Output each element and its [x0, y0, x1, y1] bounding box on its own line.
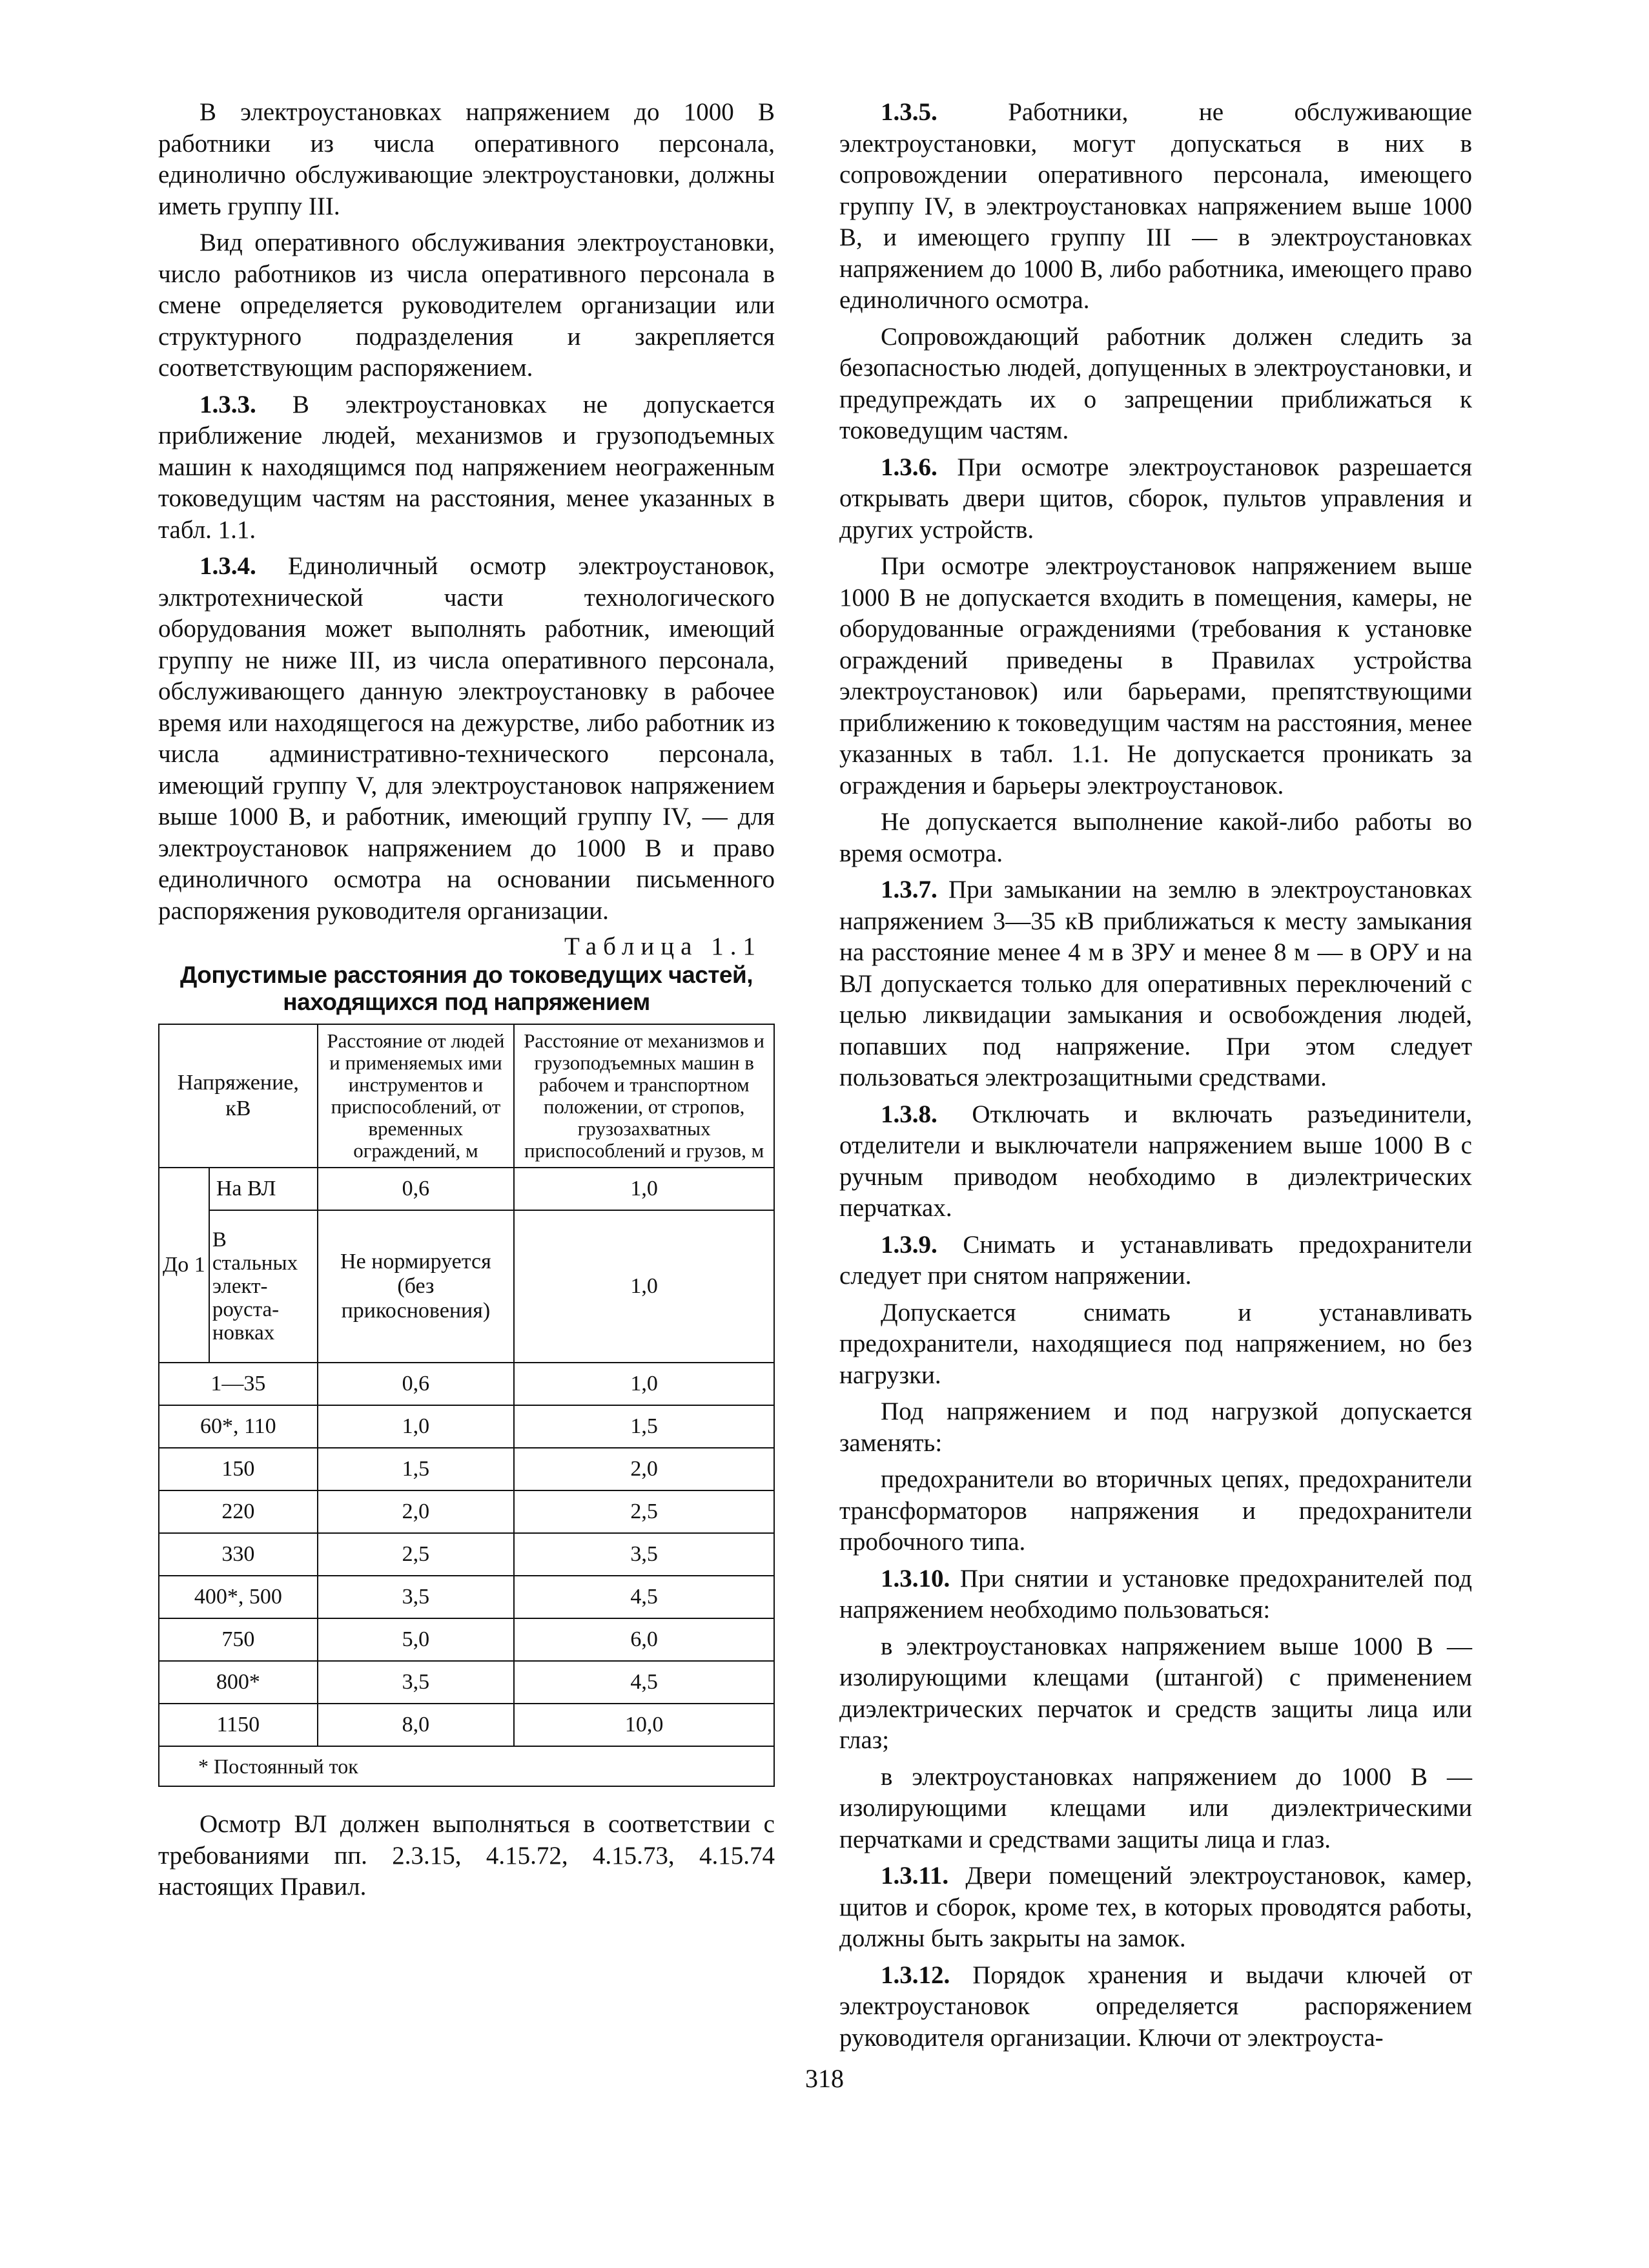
table-note-row: [159, 1746, 774, 1786]
clause-text: При замыкании на землю в электроустановках напряжением 3—35 кВ приближаться к месту замыкания на расстояние менее 4 м в ЗРУ и менее 8 м — в ОРУ и на ВЛ допускается только для оперативных переключений с целью ликвидации замыкания и освобождения людей, попавших под напряжение. При этом следует пользоваться электрозащитными средствами.: [839, 876, 1472, 1091]
clause-number: 1.3.4.: [200, 552, 256, 580]
table-cell: 10,0: [514, 1704, 774, 1746]
table-cell: 330: [159, 1533, 318, 1576]
clause-number: 1.3.6.: [881, 453, 937, 481]
header-voltage: Напряжение, кВ: [159, 1024, 318, 1168]
paragraph: в электроустановках напряжением выше 1000 В — изолирующими клещами (штангой) с применением диэлектрических перчаток и средств защиты лица или глаз;: [839, 1632, 1472, 1754]
table-cell: 3,5: [514, 1533, 774, 1576]
clause-text: Единоличный осмотр электроустановок, элктротехнической части технологического оборудования может выполнять работник, имеющий группу не ниже III, из числа оперативного персонала, обслуживающего данную электроустановку в рабочее время или находящегося на дежурстве, либо работник из числа административно-технического персонала, имеющий группу V, для электроустановок напряжением выше 1000 В, и работник, имеющий группу IV, — для электроустановок напряжением до 1000 В и право единоличного осмотра на основании письменного распоряжения руководителя организации.: [158, 552, 775, 925]
paragraph-1-3-3: [158, 389, 775, 546]
page-number: 318: [805, 2064, 844, 2093]
table-row: [159, 1448, 774, 1490]
clause-number: 1.3.8.: [881, 1100, 937, 1128]
clause-number: 1.3.10.: [881, 1564, 950, 1593]
table-row: [159, 1490, 774, 1533]
left-column: [158, 97, 775, 1908]
clause-number: 1.3.7.: [881, 876, 937, 903]
paragraph: Осмотр ВЛ должен выполняться в соответствии с требованиями пп. 2.3.15, 4.15.72, 4.15.73, 4.15.74 настоящих Правил.: [158, 1810, 775, 1901]
table-cell: 1,0: [514, 1363, 774, 1405]
paragraph: Вид оперативного обслуживания электроустановки, число работников из числа оперативного персонала в смене определяется руководителем организации или структурного подразделения и закрепляется соответствующим распоряжением.: [158, 229, 775, 382]
table-row: [159, 1576, 774, 1618]
table-cell: 1—35: [159, 1363, 318, 1405]
table-cell: 2,5: [514, 1490, 774, 1533]
table-cell: 5,0: [318, 1618, 515, 1661]
table-header-row: [159, 1024, 774, 1168]
clause-text: Отключать и включать разъединители, отделители и выключатели напряжением выше 1000 В с ручным приводом необходимо в диэлектрических перчатках.: [839, 1100, 1472, 1222]
table-row: [159, 1618, 774, 1661]
table-row: [159, 1533, 774, 1576]
table-cell: 4,5: [514, 1661, 774, 1704]
distance-table: [158, 1024, 775, 1787]
table-cell: 2,0: [514, 1448, 774, 1490]
table-cell: 1,5: [514, 1405, 774, 1448]
clause-text: Порядок хранения и выдачи ключей от электроустановок определяется распоряжением руководителя организации. Ключи от электроуста-: [839, 1961, 1472, 2052]
paragraph-1-3-10: [839, 1563, 1472, 1626]
table-cell: Не нормируется (без прикосновения): [318, 1210, 515, 1363]
table-cell: 1,5: [318, 1448, 515, 1490]
clause-number: 1.3.9.: [881, 1230, 937, 1259]
paragraph-1-3-12: [839, 1960, 1472, 2054]
table-row: [159, 1210, 774, 1363]
paragraph-1-3-7: [839, 874, 1472, 1094]
clause-text: Снимать и устанавливать предохранители следует при снятом напряжении.: [839, 1230, 1472, 1290]
header-machines-distance: Расстояние от механизмов и грузоподъемных машин в рабочем и транспортном положении, от стропов, грузозахватных приспособлений и грузов, м: [514, 1024, 774, 1168]
upto1-label: До 1: [159, 1168, 209, 1363]
table-cell: 3,5: [318, 1576, 515, 1618]
table-row: [159, 1661, 774, 1704]
table-cell: 60*, 110: [159, 1405, 318, 1448]
table-cell: 3,5: [318, 1661, 515, 1704]
table-cell: На ВЛ: [209, 1168, 318, 1210]
table-cell: 2,5: [318, 1533, 515, 1576]
table-cell: 0,6: [318, 1363, 515, 1405]
clause-number: 1.3.11.: [881, 1862, 949, 1890]
table-cell: 750: [159, 1618, 318, 1661]
table-row: [159, 1704, 774, 1746]
table-cell: 1,0: [318, 1405, 515, 1448]
paragraph: Допускается снимать и устанавливать предохранители, находящиеся под напряжением, но без нагрузки.: [839, 1298, 1472, 1389]
paragraph-1-3-9: [839, 1230, 1472, 1292]
table-cell: 220: [159, 1490, 318, 1533]
table-cell: 1150: [159, 1704, 318, 1746]
paragraph: Под напряжением и под нагрузкой допускается заменять:: [839, 1397, 1472, 1457]
clause-text: Работники, не обслуживающие электроустановки, могут допускаться в них в сопровождении оперативного персонала, имеющего группу IV, в электроустановках напряжением выше 1000 В, и имеющего группу III — в электроустановках напряжением до 1000 В, либо работника, имеющего право единоличного осмотра.: [839, 98, 1472, 314]
table-cell: 400*, 500: [159, 1576, 318, 1618]
clause-number: 1.3.12.: [881, 1961, 950, 1989]
clause-text: В электроустановках не допускается приближение людей, механизмов и грузоподъемных машин к находящимся под напряжением неограженным токоведущим частям на расстояния, менее указанных в табл. 1.1.: [158, 390, 775, 544]
paragraph-1-3-4: [158, 551, 775, 927]
table-label: Таблица 1.1: [564, 933, 762, 960]
clause-text: При осмотре электроустановок разрешается открывать двери щитов, сборок, пультов управления и других устройств.: [839, 453, 1472, 544]
paragraph: Сопровождающий работник должен следить за безопасностью людей, допущенных в электроустановки, и предупреждать их о запрещении приближаться к токоведущим частям.: [839, 322, 1472, 444]
header-people-distance: Расстояние от людей и применяемых ими инструментов и приспособлений, от временных ограждений, м: [318, 1024, 515, 1168]
table-row: [159, 1405, 774, 1448]
table-cell: 1,0: [514, 1168, 774, 1210]
clause-number: 1.3.5.: [881, 98, 937, 126]
clause-number: 1.3.3.: [200, 390, 256, 418]
table-cell: 4,5: [514, 1576, 774, 1618]
table-cell: В стальных элект-роуста-новках: [209, 1210, 318, 1363]
clause-text: При снятии и установке предохранителей под напряжением необходимо пользоваться:: [839, 1564, 1472, 1624]
paragraph: предохранители во вторичных цепях, предохранители трансформаторов напряжения и предохранители пробочного типа.: [839, 1465, 1472, 1556]
table-cell: 6,0: [514, 1618, 774, 1661]
paragraph-1-3-11: [839, 1861, 1472, 1955]
table-row: [159, 1363, 774, 1405]
paragraph-1-3-8: [839, 1099, 1472, 1224]
paragraph: При осмотре электроустановок напряжением выше 1000 В не допускается входить в помещения, камеры, не оборудованные ограждениями (требования к установке ограждений приведены в Правилах устройства электроустановок) или барьерами, препятствующими приближению к токоведущим частям на расстояния, менее указанных в табл. 1.1. Не допускается проникать за ограждения и барьеры электроустановок.: [839, 552, 1472, 799]
paragraph: Не допускается выполнение какой-либо работы во время осмотра.: [839, 808, 1472, 867]
table-note: * Постоянный ток: [159, 1746, 774, 1786]
paragraph-1-3-5: [839, 97, 1472, 316]
paragraph: В электроустановках напряжением до 1000 В работники из числа оперативного персонала, единолично обслуживающие электроустановки, должны иметь группу III.: [158, 98, 775, 220]
clause-text: Двери помещений электроустановок, камер, щитов и сборок, кроме тех, в которых проводятся работы, должны быть закрыты на замок.: [839, 1862, 1472, 1952]
table-cell: 2,0: [318, 1490, 515, 1533]
table-cell: 8,0: [318, 1704, 515, 1746]
table-cell: 150: [159, 1448, 318, 1490]
paragraph-1-3-6: [839, 452, 1472, 546]
table-row: [159, 1168, 774, 1210]
right-column: [839, 97, 1472, 2059]
paragraph: в электроустановках напряжением до 1000 В — изолирующими клещами или диэлектрическими перчатками и средствами защиты лица и глаз.: [839, 1762, 1472, 1853]
table-cell: 0,6: [318, 1168, 515, 1210]
table-cell: 1,0: [514, 1210, 774, 1363]
table-title: Допустимые расстояния до токоведущих частей, находящихся под напряжением: [179, 962, 753, 1015]
table-cell: 800*: [159, 1661, 318, 1704]
